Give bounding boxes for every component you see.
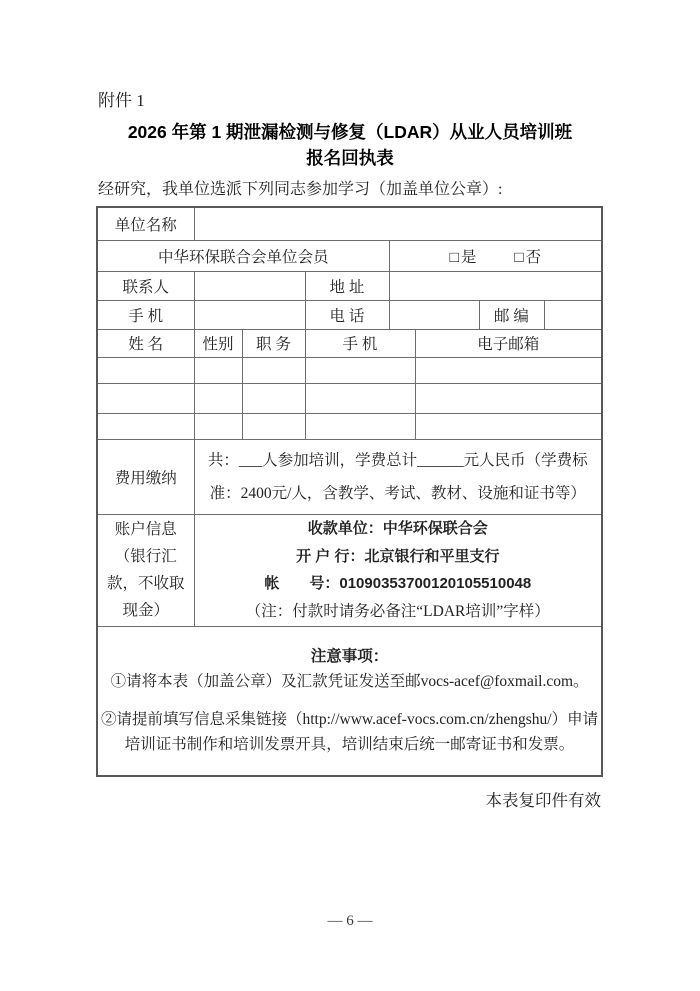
mobile-label: 手 机 [97,300,194,329]
roster-cell-name [97,383,194,413]
intro-text: 经研究，我单位选派下列同志参加学习（加盖单位公章）: [98,181,503,198]
registration-form-table [96,206,603,777]
address-field [389,271,602,300]
mobile-field [194,300,305,329]
notes-heading: 注意事项： [310,648,389,666]
bank-value: 北京银行和平里支行 [364,547,500,565]
roster-header-row [97,329,602,357]
document-title [0,119,700,171]
page-number: — 6 — [327,913,373,929]
membership-choice [389,240,602,271]
fee-line-2: 准：2400元/人，含教学、考试、教材、设施和证书等） [209,484,586,502]
row-contact [97,271,602,300]
roster-header-name: 姓 名 [97,329,194,357]
roster-cell-mobile [305,413,415,439]
roster-header-gender: 性别 [194,329,242,357]
fee-details [194,439,602,514]
unit-name-label: 单位名称 [97,207,194,240]
contact-label: 联系人 [97,271,194,300]
attachment-label: 附件 1 [98,91,145,110]
row-fee [97,439,602,514]
payee-value: 中华环保联合会 [382,520,488,537]
roster-row [97,413,602,439]
fee-line-1: 共：___人参加培训，学费总计______元人民币（学费标 [207,451,588,469]
checkbox-icon: □ [449,248,459,266]
roster-cell-email [415,383,602,413]
roster-cell-position [242,357,305,383]
account-label-line: （银行汇 [114,548,177,565]
row-account [97,514,602,626]
roster-cell-gender [194,357,242,383]
membership-no-option [514,245,541,267]
roster-header-email: 电子邮箱 [415,329,602,357]
yes-label: 是 [460,248,477,266]
roster-cell-email [415,357,602,383]
phone-field [389,300,479,329]
payment-note-line: （注：付款时请务必备注“LDAR培训”字样） [245,602,550,620]
address-label: 地 址 [305,271,389,300]
note-item-1: ①请将本表（加盖公章）及汇款凭证发送至邮vocs-acef@foxmail.com。 [110,673,589,691]
roster-row [97,357,602,383]
account-number-value: 01090353700120105510048 [339,575,532,592]
bank-label: 开 户 行： [296,547,365,565]
account-label-line: 现金） [122,602,169,619]
roster-cell-position [242,413,305,439]
row-mobile-phone [97,300,602,329]
roster-cell-email [415,413,602,439]
roster-cell-gender [194,413,242,439]
account-label-line: 账户信息 [114,521,177,538]
account-info-label [97,514,194,626]
account-number-line [195,570,602,598]
account-label-line: 款，不收取 [106,575,185,592]
roster-cell-position [242,383,305,413]
bank-line [195,543,602,571]
membership-label: 中华环保联合会单位会员 [97,240,389,271]
document-title-line1: 2026 年第 1 期泄漏检测与修复（LDAR）从业人员培训班 [127,122,573,142]
roster-cell-name [97,413,194,439]
no-label: 否 [525,248,542,266]
roster-cell-mobile [305,383,415,413]
row-notes [97,626,602,776]
unit-name-field [194,207,602,240]
fee-label: 费用缴纳 [97,439,194,514]
roster-header-mobile: 手 机 [305,329,415,357]
payee-line [195,515,602,543]
checkbox-icon: □ [514,248,524,266]
membership-yes-option [449,245,476,267]
row-unit-name [97,207,602,240]
roster-cell-gender [194,383,242,413]
account-number-label: 帐 号： [264,575,340,592]
payee-label: 收款单位： [307,520,383,537]
roster-header-position: 职 务 [242,329,305,357]
row-membership [97,240,602,271]
note-item-2: ②请提前填写信息采集链接（http://www.acef-vocs.com.cn/zhengshu/）申请培训证书制作和培训发票开具，培训结束后统一邮寄证书和发票。 [101,711,599,754]
copy-valid-note: 本表复印件有效 [485,791,601,810]
document-title-line2: 报名回执表 [306,148,394,168]
postcode-label: 邮 编 [479,300,544,329]
postcode-field [544,300,602,329]
phone-label: 电 话 [305,300,389,329]
roster-row [97,383,602,413]
notes-section [97,626,602,776]
account-details [194,514,602,626]
roster-cell-name [97,357,194,383]
roster-cell-mobile [305,357,415,383]
contact-field [194,271,305,300]
